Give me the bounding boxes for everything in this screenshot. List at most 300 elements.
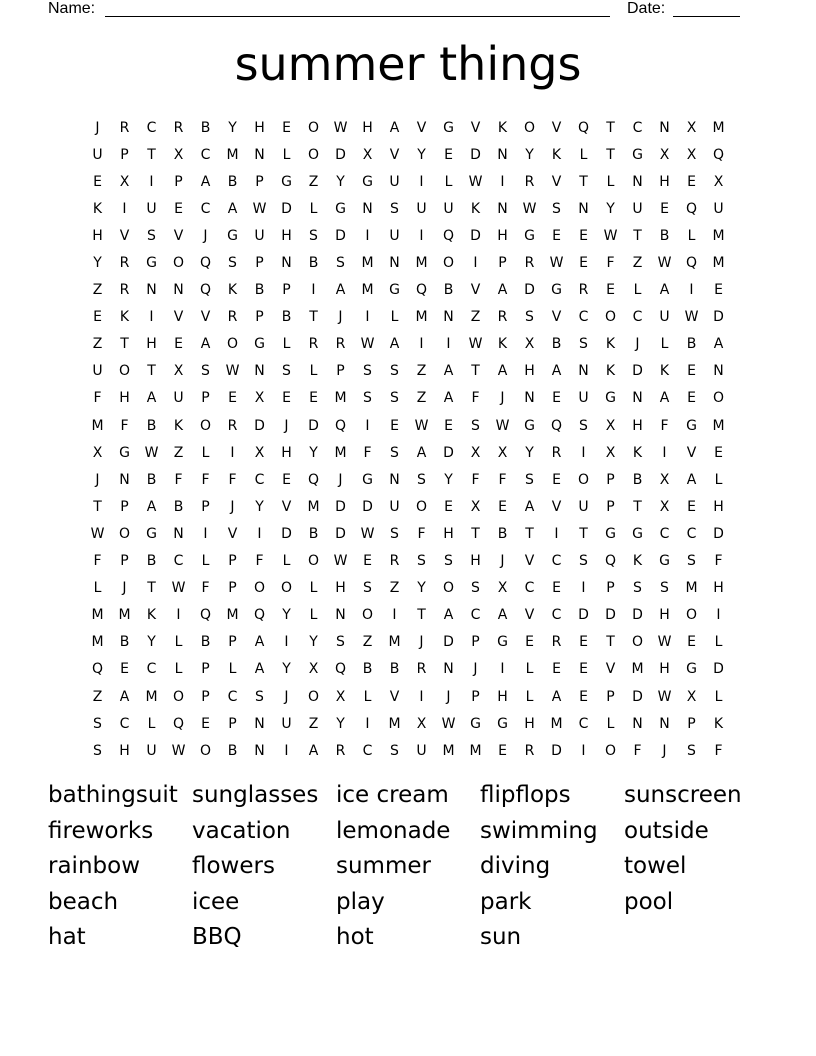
grid-letter: P bbox=[471, 634, 480, 651]
grid-letter: M bbox=[685, 580, 698, 597]
grid-letter: O bbox=[712, 390, 725, 407]
grid-letter: H bbox=[524, 715, 535, 732]
word-list-item: rainbow bbox=[48, 853, 140, 879]
grid-letter: M bbox=[388, 634, 401, 651]
grid-letter: I bbox=[230, 444, 235, 461]
grid-letter: J bbox=[122, 580, 127, 597]
grid-letter: O bbox=[415, 498, 428, 515]
grid-letter: W bbox=[468, 173, 483, 190]
grid-letter: H bbox=[119, 742, 130, 759]
grid-letter: G bbox=[659, 553, 670, 570]
grid-letter: R bbox=[389, 553, 400, 570]
grid-letter: C bbox=[551, 607, 562, 624]
grid-letter: N bbox=[632, 715, 643, 732]
grid-letter: P bbox=[120, 146, 129, 163]
grid-letter: C bbox=[578, 715, 589, 732]
grid-letter: I bbox=[176, 607, 181, 624]
grid-letter: X bbox=[686, 146, 697, 163]
grid-letter: G bbox=[362, 173, 373, 190]
grid-letter: D bbox=[362, 498, 373, 515]
grid-letter: I bbox=[581, 580, 586, 597]
grid-letter: V bbox=[119, 227, 130, 244]
grid-letter: N bbox=[362, 200, 373, 217]
grid-letter: R bbox=[308, 336, 319, 353]
word-list-item: towel bbox=[624, 853, 687, 879]
grid-letter: F bbox=[606, 255, 615, 272]
grid-letter: W bbox=[90, 525, 105, 542]
grid-letter: P bbox=[201, 688, 210, 705]
grid-letter: V bbox=[551, 498, 562, 515]
grid-letter: C bbox=[200, 146, 211, 163]
grid-letter: P bbox=[201, 390, 210, 407]
grid-letter: S bbox=[417, 471, 426, 488]
grid-letter: L bbox=[282, 146, 291, 163]
grid-letter: E bbox=[606, 282, 615, 299]
grid-letter: W bbox=[252, 200, 267, 217]
grid-letter: C bbox=[146, 661, 157, 678]
grid-letter: N bbox=[254, 742, 265, 759]
grid-letter: S bbox=[471, 417, 480, 434]
grid-letter: W bbox=[657, 634, 672, 651]
grid-letter: U bbox=[92, 363, 103, 380]
grid-letter: U bbox=[92, 146, 103, 163]
grid-letter: E bbox=[660, 200, 669, 217]
grid-letter: E bbox=[579, 255, 588, 272]
grid-letter: X bbox=[308, 661, 319, 678]
grid-letter: M bbox=[415, 309, 428, 326]
grid-letter: W bbox=[171, 742, 186, 759]
grid-letter: C bbox=[551, 553, 562, 570]
grid-letter: A bbox=[200, 173, 211, 190]
grid-letter: I bbox=[365, 309, 370, 326]
grid-letter: W bbox=[333, 553, 348, 570]
grid-letter: N bbox=[254, 715, 265, 732]
grid-letter: E bbox=[120, 661, 129, 678]
grid-letter: R bbox=[119, 119, 130, 136]
grid-letter: Y bbox=[606, 200, 615, 217]
grid-letter: N bbox=[443, 661, 454, 678]
grid-letter: K bbox=[497, 119, 508, 136]
grid-letter: P bbox=[201, 661, 210, 678]
grid-letter: D bbox=[470, 146, 481, 163]
grid-letter: F bbox=[471, 471, 480, 488]
grid-letter: Z bbox=[308, 715, 319, 732]
grid-letter: H bbox=[524, 363, 535, 380]
worksheet-header bbox=[48, 0, 748, 20]
grid-letter: X bbox=[686, 688, 697, 705]
grid-letter: P bbox=[255, 255, 264, 272]
grid-letter: L bbox=[525, 661, 534, 678]
grid-letter: Y bbox=[417, 146, 426, 163]
grid-letter: C bbox=[470, 607, 481, 624]
grid-letter: L bbox=[390, 309, 399, 326]
grid-letter: M bbox=[334, 444, 347, 461]
grid-letter: N bbox=[524, 390, 535, 407]
grid-letter: S bbox=[579, 336, 588, 353]
grid-letter: Y bbox=[93, 255, 102, 272]
grid-letter: S bbox=[525, 471, 534, 488]
grid-letter: G bbox=[551, 282, 562, 299]
grid-letter: D bbox=[281, 200, 292, 217]
grid-letter: N bbox=[713, 363, 724, 380]
word-list-item: beach bbox=[48, 888, 119, 915]
grid-letter: L bbox=[606, 173, 615, 190]
grid-letter: A bbox=[254, 661, 265, 678]
grid-letter: E bbox=[552, 661, 561, 678]
grid-letter: O bbox=[604, 309, 617, 326]
grid-letter: H bbox=[659, 607, 670, 624]
grid-letter: W bbox=[225, 363, 240, 380]
grid-letter: M bbox=[145, 688, 158, 705]
grid-letter: H bbox=[281, 444, 292, 461]
grid-letter: E bbox=[552, 390, 561, 407]
grid-letter: M bbox=[712, 119, 725, 136]
grid-letter: O bbox=[307, 688, 320, 705]
grid-letter: C bbox=[524, 580, 535, 597]
grid-letter: B bbox=[146, 471, 157, 488]
grid-letter: E bbox=[687, 634, 696, 651]
grid-letter: Z bbox=[389, 580, 400, 597]
grid-letter: S bbox=[228, 255, 237, 272]
grid-letter: Q bbox=[172, 715, 185, 732]
grid-letter: H bbox=[497, 688, 508, 705]
grid-letter: A bbox=[443, 390, 454, 407]
grid-letter: L bbox=[228, 661, 237, 678]
grid-letter: P bbox=[120, 498, 129, 515]
word-list-item: lemonade bbox=[336, 817, 451, 844]
grid-letter: Y bbox=[525, 146, 534, 163]
grid-letter: E bbox=[444, 146, 453, 163]
grid-letter: D bbox=[335, 146, 346, 163]
grid-letter: S bbox=[471, 580, 480, 597]
grid-letter: I bbox=[419, 173, 424, 190]
grid-letter: K bbox=[119, 309, 130, 326]
grid-letter: N bbox=[659, 119, 670, 136]
grid-letter: Y bbox=[336, 173, 345, 190]
grid-letter: V bbox=[524, 607, 535, 624]
grid-letter: R bbox=[551, 634, 562, 651]
grid-letter: X bbox=[254, 444, 265, 461]
grid-letter: D bbox=[443, 634, 454, 651]
grid-letter: A bbox=[659, 390, 670, 407]
grid-letter: C bbox=[173, 553, 184, 570]
grid-letter: W bbox=[414, 417, 429, 434]
grid-letter: W bbox=[468, 336, 483, 353]
grid-letter: Q bbox=[199, 255, 212, 272]
grid-letter: H bbox=[254, 119, 265, 136]
grid-letter: L bbox=[444, 173, 453, 190]
grid-letter: Q bbox=[550, 417, 563, 434]
grid-letter: V bbox=[416, 119, 427, 136]
name-blank bbox=[105, 16, 610, 17]
grid-letter: O bbox=[442, 580, 455, 597]
grid-letter: Z bbox=[92, 282, 103, 299]
grid-letter: E bbox=[687, 173, 696, 190]
grid-letter: W bbox=[522, 200, 537, 217]
grid-letter: S bbox=[687, 742, 696, 759]
grid-letter: N bbox=[578, 363, 589, 380]
grid-letter: A bbox=[254, 634, 265, 651]
grid-letter: O bbox=[577, 471, 590, 488]
grid-letter: S bbox=[363, 580, 372, 597]
grid-letter: J bbox=[284, 688, 289, 705]
grid-letter: C bbox=[119, 715, 130, 732]
grid-letter: D bbox=[605, 607, 616, 624]
grid-letter: N bbox=[281, 255, 292, 272]
grid-letter: U bbox=[632, 200, 643, 217]
grid-letter: K bbox=[713, 715, 724, 732]
grid-letter: Q bbox=[712, 146, 725, 163]
grid-letter: E bbox=[309, 390, 318, 407]
grid-letter: G bbox=[524, 227, 535, 244]
grid-letter: E bbox=[282, 119, 291, 136]
grid-letter: Q bbox=[685, 255, 698, 272]
grid-letter: Z bbox=[416, 363, 427, 380]
grid-letter: D bbox=[281, 525, 292, 542]
grid-letter: O bbox=[199, 417, 212, 434]
grid-letter: I bbox=[446, 336, 451, 353]
grid-letter: T bbox=[525, 525, 534, 542]
grid-letter: J bbox=[338, 309, 343, 326]
grid-letter: L bbox=[147, 715, 156, 732]
word-list-item: hot bbox=[336, 924, 374, 950]
grid-letter: T bbox=[579, 173, 588, 190]
grid-letter: B bbox=[389, 661, 400, 678]
grid-letter: T bbox=[417, 607, 426, 624]
grid-letter: R bbox=[227, 417, 238, 434]
grid-letter: S bbox=[579, 553, 588, 570]
grid-letter: S bbox=[390, 525, 399, 542]
grid-letter: T bbox=[579, 525, 588, 542]
grid-letter: G bbox=[146, 525, 157, 542]
grid-letter: A bbox=[551, 688, 562, 705]
grid-letter: N bbox=[254, 363, 265, 380]
grid-letter: F bbox=[93, 553, 102, 570]
grid-letter: M bbox=[415, 255, 428, 272]
word-list-item: flipflops bbox=[480, 782, 571, 808]
grid-letter: X bbox=[173, 146, 184, 163]
grid-letter: N bbox=[335, 607, 346, 624]
grid-letter: L bbox=[714, 634, 723, 651]
grid-letter: G bbox=[470, 715, 481, 732]
grid-letter: I bbox=[149, 173, 154, 190]
grid-letter: T bbox=[147, 580, 156, 597]
grid-letter: F bbox=[714, 742, 723, 759]
grid-letter: N bbox=[146, 282, 157, 299]
grid-letter: R bbox=[578, 282, 589, 299]
word-list-item: flowers bbox=[192, 853, 275, 879]
grid-letter: S bbox=[390, 742, 399, 759]
grid-letter: X bbox=[362, 146, 373, 163]
grid-letter: R bbox=[524, 742, 535, 759]
grid-letter: V bbox=[605, 661, 616, 678]
grid-letter: Q bbox=[199, 607, 212, 624]
grid-letter: Y bbox=[228, 119, 237, 136]
grid-letter: T bbox=[471, 363, 480, 380]
grid-letter: L bbox=[201, 553, 210, 570]
grid-letter: B bbox=[173, 498, 184, 515]
grid-letter: T bbox=[93, 498, 102, 515]
grid-letter: A bbox=[443, 363, 454, 380]
grid-letter: G bbox=[119, 444, 130, 461]
grid-letter: S bbox=[363, 390, 372, 407]
grid-letter: Y bbox=[444, 471, 453, 488]
grid-letter: Y bbox=[255, 498, 264, 515]
grid-letter: S bbox=[579, 417, 588, 434]
grid-letter: D bbox=[443, 444, 454, 461]
grid-letter: Q bbox=[199, 282, 212, 299]
grid-letter: K bbox=[173, 417, 184, 434]
grid-letter: B bbox=[632, 471, 643, 488]
grid-letter: I bbox=[500, 173, 505, 190]
grid-letter: H bbox=[281, 227, 292, 244]
grid-letter: V bbox=[227, 525, 238, 542]
grid-letter: F bbox=[633, 742, 642, 759]
grid-letter: I bbox=[257, 525, 262, 542]
grid-letter: P bbox=[228, 553, 237, 570]
grid-letter: K bbox=[146, 607, 157, 624]
grid-letter: O bbox=[253, 580, 266, 597]
grid-letter: X bbox=[605, 444, 616, 461]
grid-letter: I bbox=[419, 227, 424, 244]
grid-letter: S bbox=[363, 363, 372, 380]
grid-letter: T bbox=[633, 498, 642, 515]
word-list-item: pool bbox=[624, 888, 674, 915]
grid-letter: S bbox=[147, 227, 156, 244]
grid-letter: S bbox=[336, 634, 345, 651]
grid-letter: E bbox=[444, 498, 453, 515]
grid-letter: G bbox=[497, 634, 508, 651]
grid-letter: I bbox=[581, 742, 586, 759]
grid-letter: M bbox=[442, 742, 455, 759]
grid-letter: M bbox=[550, 715, 563, 732]
grid-letter: K bbox=[659, 363, 670, 380]
grid-letter: X bbox=[659, 146, 670, 163]
grid-letter: V bbox=[524, 553, 535, 570]
grid-letter: S bbox=[390, 444, 399, 461]
grid-letter: H bbox=[632, 417, 643, 434]
grid-letter: I bbox=[365, 417, 370, 434]
grid-letter: B bbox=[146, 553, 157, 570]
grid-letter: M bbox=[334, 390, 347, 407]
grid-letter: T bbox=[147, 363, 156, 380]
grid-letter: W bbox=[360, 336, 375, 353]
grid-letter: S bbox=[390, 200, 399, 217]
grid-letter: C bbox=[659, 525, 670, 542]
grid-letter: P bbox=[201, 498, 210, 515]
grid-letter: K bbox=[227, 282, 238, 299]
grid-letter: K bbox=[551, 146, 562, 163]
grid-letter: G bbox=[632, 525, 643, 542]
grid-letter: S bbox=[390, 363, 399, 380]
grid-letter: E bbox=[498, 742, 507, 759]
grid-letter: E bbox=[579, 227, 588, 244]
grid-letter: Q bbox=[253, 607, 266, 624]
grid-letter: A bbox=[200, 336, 211, 353]
grid-letter: U bbox=[254, 227, 265, 244]
grid-letter: E bbox=[93, 309, 102, 326]
grid-letter: A bbox=[497, 282, 508, 299]
grid-letter: J bbox=[95, 471, 100, 488]
grid-letter: O bbox=[118, 363, 131, 380]
grid-letter: Q bbox=[685, 200, 698, 217]
grid-letter: F bbox=[201, 580, 210, 597]
grid-letter: W bbox=[495, 417, 510, 434]
grid-letter: Q bbox=[577, 119, 590, 136]
grid-letter: H bbox=[119, 390, 130, 407]
grid-letter: P bbox=[606, 580, 615, 597]
grid-letter: F bbox=[363, 444, 372, 461]
grid-letter: I bbox=[203, 525, 208, 542]
grid-letter: F bbox=[255, 553, 264, 570]
grid-letter: D bbox=[308, 417, 319, 434]
grid-letter: G bbox=[686, 417, 697, 434]
grid-letter: M bbox=[712, 417, 725, 434]
grid-letter: U bbox=[281, 715, 292, 732]
grid-letter: I bbox=[473, 255, 478, 272]
grid-letter: Y bbox=[147, 634, 156, 651]
grid-letter: B bbox=[308, 525, 319, 542]
grid-letter: Z bbox=[92, 336, 103, 353]
grid-letter: P bbox=[228, 580, 237, 597]
grid-letter: H bbox=[470, 553, 481, 570]
grid-letter: O bbox=[523, 119, 536, 136]
grid-letter: H bbox=[362, 119, 373, 136]
word-list-item: bathingsuit bbox=[48, 782, 178, 808]
grid-letter: W bbox=[360, 525, 375, 542]
grid-letter: V bbox=[173, 309, 184, 326]
grid-letter: E bbox=[687, 390, 696, 407]
grid-letter: B bbox=[362, 661, 373, 678]
grid-letter: X bbox=[686, 119, 697, 136]
grid-letter: T bbox=[120, 336, 129, 353]
grid-letter: G bbox=[605, 525, 616, 542]
grid-letter: A bbox=[713, 336, 724, 353]
grid-letter: X bbox=[173, 363, 184, 380]
grid-letter: J bbox=[284, 417, 289, 434]
grid-letter: H bbox=[659, 661, 670, 678]
grid-letter: R bbox=[497, 309, 508, 326]
grid-letter: N bbox=[173, 282, 184, 299]
grid-letter: N bbox=[119, 471, 130, 488]
grid-letter: Q bbox=[442, 227, 455, 244]
grid-letter: E bbox=[390, 417, 399, 434]
grid-letter: E bbox=[282, 390, 291, 407]
grid-letter: X bbox=[497, 580, 508, 597]
word-list-item: hat bbox=[48, 924, 86, 950]
grid-letter: K bbox=[92, 200, 103, 217]
grid-letter: X bbox=[659, 471, 670, 488]
grid-letter: B bbox=[497, 525, 508, 542]
word-list-item: sunglasses bbox=[192, 782, 319, 808]
grid-letter: H bbox=[713, 580, 724, 597]
grid-letter: R bbox=[335, 336, 346, 353]
grid-letter: E bbox=[714, 444, 723, 461]
word-list-item: BBQ bbox=[192, 924, 242, 950]
grid-letter: V bbox=[551, 309, 562, 326]
grid-letter: X bbox=[659, 498, 670, 515]
grid-letter: I bbox=[392, 607, 397, 624]
grid-letter: K bbox=[605, 363, 616, 380]
grid-letter: S bbox=[444, 553, 453, 570]
grid-letter: P bbox=[255, 173, 264, 190]
grid-letter: L bbox=[525, 688, 534, 705]
grid-letter: F bbox=[120, 417, 129, 434]
grid-letter: D bbox=[713, 661, 724, 678]
grid-letter: X bbox=[497, 444, 508, 461]
word-list-item: swimming bbox=[480, 817, 598, 844]
grid-letter: S bbox=[93, 742, 102, 759]
